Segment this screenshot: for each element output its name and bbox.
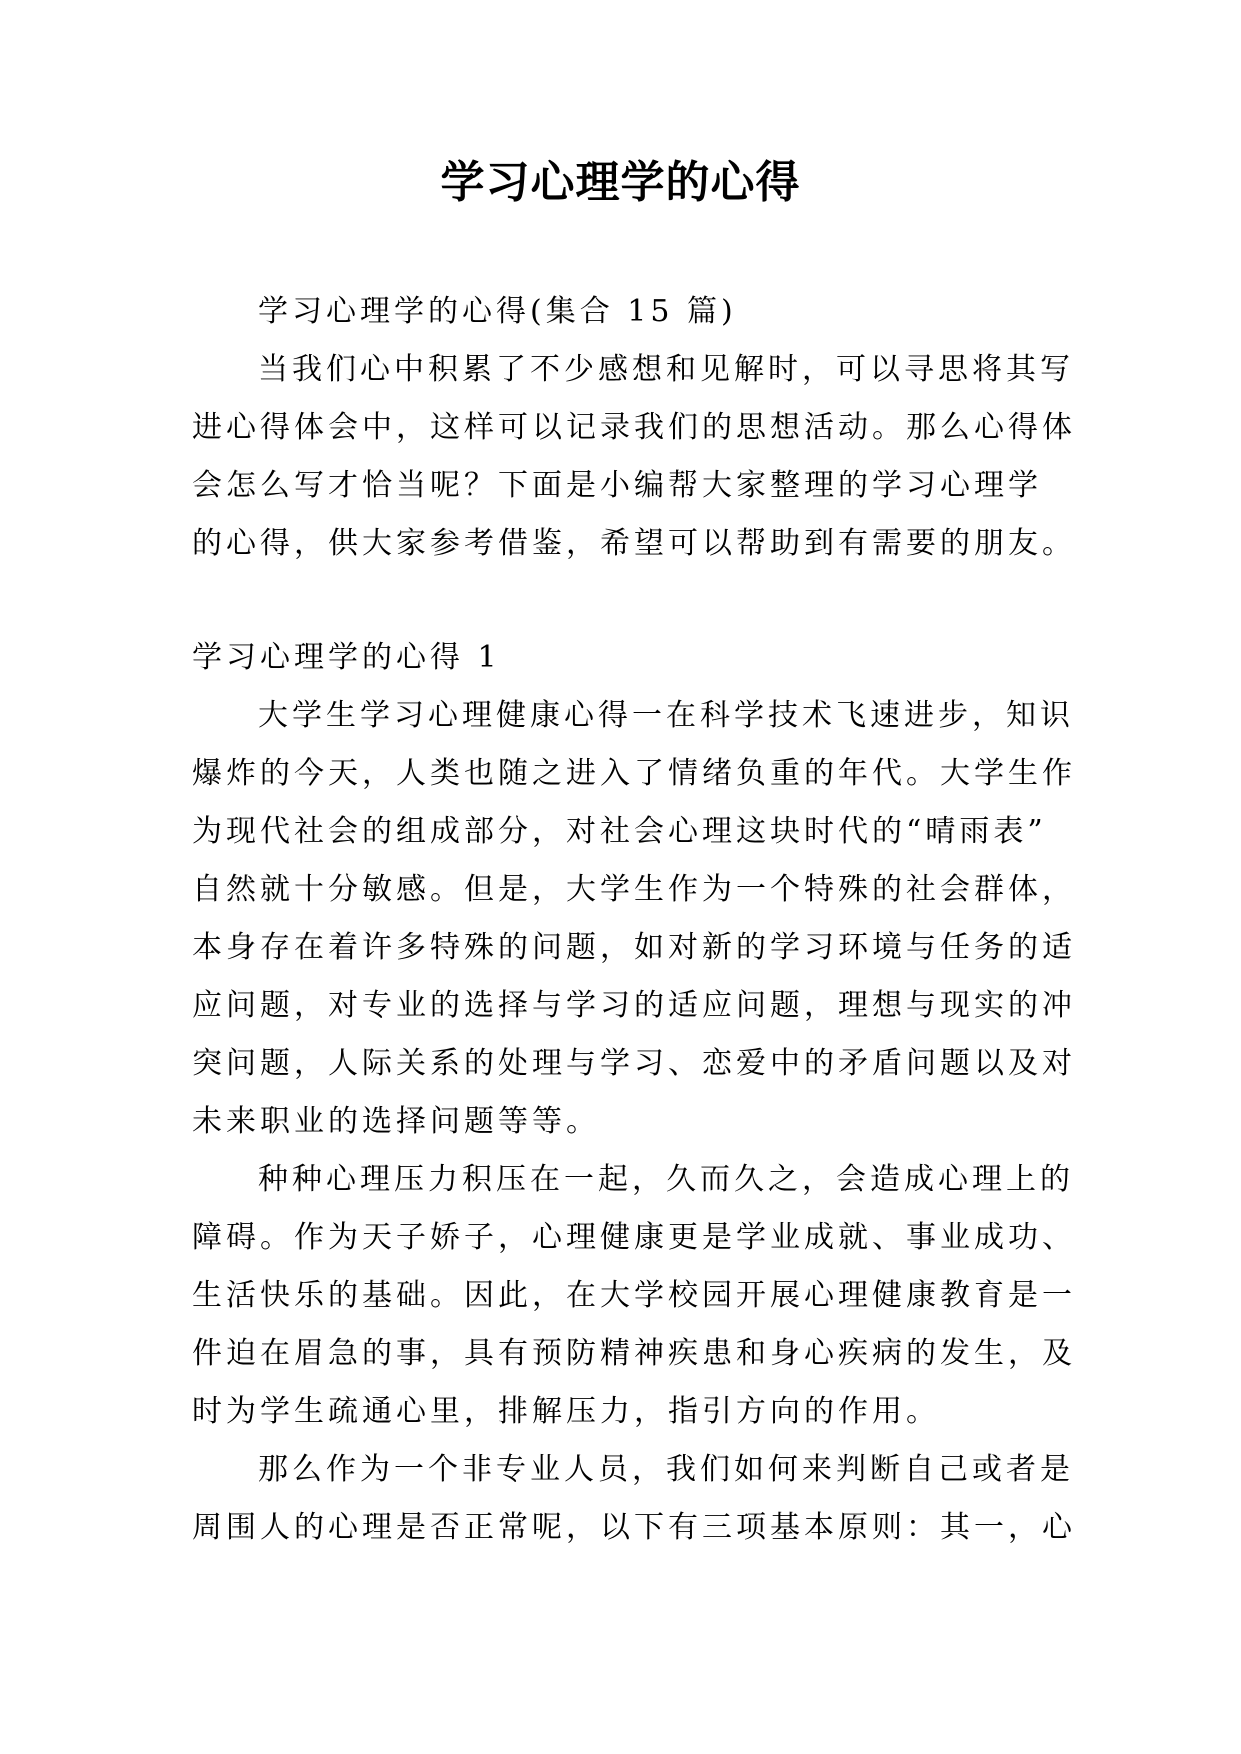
paragraph-1: [192, 687, 1076, 1151]
text-line: 时为学生疏通心里，排解压力，指引方向的作用。: [192, 1394, 940, 1429]
text-line: 障碍。作为天子娇子，心理健康更是学业成就、事业成功、: [192, 1220, 1076, 1255]
text-line: 会怎么写才恰当呢？下面是小编帮大家整理的学习心理学: [192, 468, 1042, 503]
text-line: 未来职业的选择问题等等。: [192, 1104, 600, 1139]
document-body: [192, 283, 1076, 1557]
paragraph-2: [192, 1151, 1076, 1441]
text-line: 突问题，人际关系的处理与学习、恋爱中的矛盾问题以及对: [192, 1046, 1076, 1081]
text-line: 那么作为一个非专业人员，我们如何来判断自己或者是: [258, 1452, 1074, 1487]
text-line: 当我们心中积累了不少感想和见解时，可以寻思将其写: [258, 352, 1074, 387]
text-line: 进心得体会中，这样可以记录我们的思想活动。那么心得体: [192, 410, 1076, 445]
text-line: 的心得，供大家参考借鉴，希望可以帮助到有需要的朋友。: [192, 526, 1076, 561]
text-line: 自然就十分敏感。但是，大学生作为一个特殊的社会群体，: [192, 872, 1076, 907]
paragraph-3: [192, 1441, 1076, 1557]
text-line: 为现代社会的组成部分，对社会心理这块时代的“晴雨表”: [192, 814, 1047, 849]
document-subtitle: 学习心理学的心得(集合 15 篇): [258, 294, 737, 329]
text-line: 种种心理压力积压在一起，久而久之，会造成心理上的: [258, 1162, 1074, 1197]
text-line: 件迫在眉急的事，具有预防精神疾患和身心疾病的发生，及: [192, 1336, 1076, 1371]
paragraph-gap: [192, 573, 1052, 629]
text-line: 生活快乐的基础。因此，在大学校园开展心理健康教育是一: [192, 1278, 1076, 1313]
text-line: 大学生学习心理健康心得一在科学技术飞速进步，知识: [258, 698, 1074, 733]
text-line: 本身存在着许多特殊的问题，如对新的学习环境与任务的适: [192, 930, 1076, 965]
text-line: 爆炸的今天，人类也随之进入了情绪负重的年代。大学生作: [192, 756, 1076, 791]
document-title: 学习心理学的心得: [440, 157, 801, 208]
text-line: 周围人的心理是否正常呢，以下有三项基本原则：其一，心: [192, 1510, 1076, 1545]
text-line: 应问题，对专业的选择与学习的适应问题，理想与现实的冲: [192, 988, 1076, 1023]
intro-paragraph: [192, 341, 1076, 573]
section-heading: 学习心理学的心得 1: [192, 640, 501, 675]
